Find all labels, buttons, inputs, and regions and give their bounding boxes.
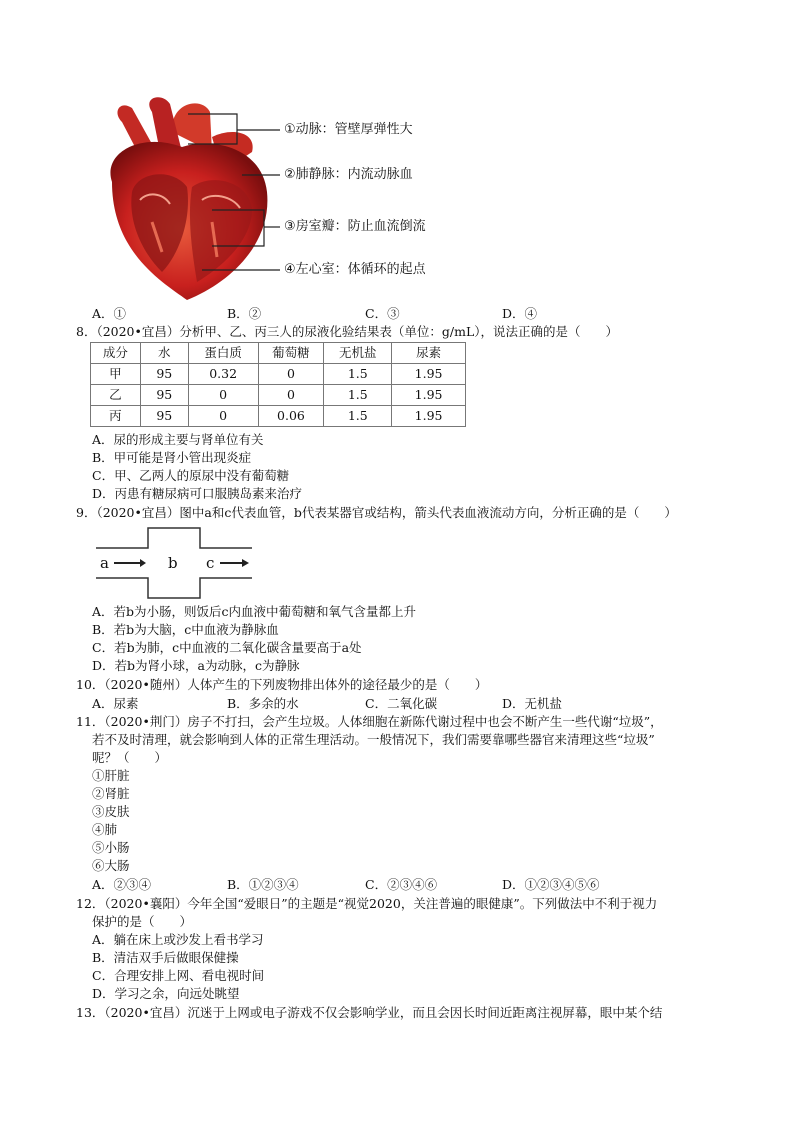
- label-a: a: [100, 554, 109, 572]
- q10-option-c[interactable]: C．二氧化碳: [365, 696, 438, 711]
- q11-option-b[interactable]: B．①②③④: [227, 877, 299, 892]
- table-cell: 甲: [91, 364, 141, 385]
- callout-valve: ③房室瓣：防止血流倒流: [284, 219, 426, 234]
- q12-option-c[interactable]: C．合理安排上网、看电视时间: [92, 968, 265, 983]
- callout-pulmonary-vein: ②肺静脉：内流动脉血: [284, 167, 413, 182]
- q8-option-a[interactable]: A．尿的形成主要与肾单位有关: [92, 432, 264, 447]
- table-cell: 1.95: [392, 385, 466, 406]
- q11-options: [92, 876, 600, 894]
- q13-stem: 13．（2020•宜昌）沉迷于上网或电子游戏不仅会影响学业，而且会因长时间近距离注视屏幕，眼中某个结: [76, 1005, 663, 1020]
- table-cell: 95: [140, 364, 188, 385]
- q11-stem-line-2: 若不及时清理，就会影响到人体的正常生理活动。一般情况下，我们需要靠哪些器官来清理这些“垃圾”: [92, 732, 655, 747]
- urine-table: [90, 342, 466, 427]
- label-b: b: [168, 554, 178, 572]
- q12-option-a[interactable]: A．躺在床上或沙发上看书学习: [92, 932, 264, 947]
- q7-option-d[interactable]: D．④: [502, 306, 538, 321]
- q11-item: ⑥大肠: [92, 858, 130, 873]
- callout-artery: ①动脉：管壁厚弹性大: [284, 122, 413, 137]
- q10-option-b[interactable]: B．多余的水: [227, 696, 299, 711]
- q8-option-c[interactable]: C．甲、乙两人的原尿中没有葡萄糖: [92, 468, 290, 483]
- table-header-cell: 葡萄糖: [258, 343, 324, 364]
- table-cell: 1.5: [324, 385, 392, 406]
- q9-option-d[interactable]: D．若b为肾小球，a为动脉，c为静脉: [92, 658, 300, 673]
- table-cell: 0.32: [188, 364, 258, 385]
- table-header-cell: 无机盐: [324, 343, 392, 364]
- table-cell: 丙: [91, 406, 141, 427]
- table-header-row: [91, 343, 466, 364]
- q11-option-a[interactable]: A．②③④: [92, 877, 152, 892]
- q11-item: ③皮肤: [92, 804, 130, 819]
- q7-options: [92, 305, 537, 323]
- table-header-cell: 成分: [91, 343, 141, 364]
- q11-item: ①肝脏: [92, 768, 130, 783]
- table-header-cell: 水: [140, 343, 188, 364]
- q10-option-a[interactable]: A．尿素: [92, 696, 139, 711]
- q12-stem-line-1: 12．（2020•襄阳）今年全国“爱眼日”的主题是“视觉2020，关注普遍的眼健康”。下列做法中不利于视力: [76, 896, 658, 911]
- q11-item: ②肾脏: [92, 786, 130, 801]
- label-c: c: [206, 554, 215, 572]
- table-cell: 0: [188, 385, 258, 406]
- q9-stem: 9．（2020•宜昌）图中a和c代表血管，b代表某器官或结构，箭头代表血液流动方向，分析正确的是（ ）: [76, 505, 677, 520]
- q7-option-c[interactable]: C．③: [365, 306, 400, 321]
- q8-option-d[interactable]: D．丙患有糖尿病可口服胰岛素来治疗: [92, 486, 303, 501]
- q7-option-b[interactable]: B．②: [227, 306, 262, 321]
- table-row: [91, 385, 466, 406]
- q12-stem-line-2: 保护的是（ ）: [92, 914, 193, 929]
- table-cell: 1.5: [324, 364, 392, 385]
- table-cell: 0.06: [258, 406, 324, 427]
- q9-option-a[interactable]: A．若b为小肠，则饭后c内血液中葡萄糖和氧气含量都上升: [92, 604, 417, 619]
- table-header-cell: 尿素: [392, 343, 466, 364]
- q11-item: ④肺: [92, 822, 118, 837]
- table-cell: 95: [140, 385, 188, 406]
- table-row: [91, 364, 466, 385]
- q10-options: [92, 695, 562, 713]
- q11-stem-line-1: 11．（2020•荆门）房子不打扫，会产生垃圾。人体细胞在新陈代谢过程中也会不断产生一些代谢“垃圾”，: [76, 714, 663, 729]
- table-cell: 95: [140, 406, 188, 427]
- callout-left-ventricle: ④左心室：体循环的起点: [284, 262, 426, 277]
- q12-option-d[interactable]: D．学习之余，向远处眺望: [92, 986, 240, 1001]
- table-cell: 乙: [91, 385, 141, 406]
- table-header-cell: 蛋白质: [188, 343, 258, 364]
- q10-option-d[interactable]: D．无机盐: [502, 696, 563, 711]
- table-cell: 1.95: [392, 406, 466, 427]
- heart-figure: [92, 92, 472, 304]
- table-cell: 0: [188, 406, 258, 427]
- q8-stem: 8．（2020•宜昌）分析甲、乙、丙三人的尿液化验结果表（单位：g/mL），说法正确的是（ ）: [76, 324, 619, 339]
- q11-stem-line-3: 呢？（ ）: [92, 750, 168, 765]
- q11-option-c[interactable]: C．②③④⑥: [365, 877, 438, 892]
- q12-option-b[interactable]: B．清洁双手后做眼保健操: [92, 950, 239, 965]
- table-cell: 1.5: [324, 406, 392, 427]
- q10-stem: 10．（2020•随州）人体产生的下列废物排出体外的途径最少的是（ ）: [76, 677, 488, 692]
- blood-flow-figure: [92, 526, 256, 600]
- q8-option-b[interactable]: B．甲可能是肾小管出现炎症: [92, 450, 252, 465]
- table-row: [91, 406, 466, 427]
- table-cell: 0: [258, 364, 324, 385]
- q9-option-b[interactable]: B．若b为大脑，c中血液为静脉血: [92, 622, 279, 637]
- table-cell: 1.95: [392, 364, 466, 385]
- q7-option-a[interactable]: A．①: [92, 306, 127, 321]
- q11-item: ⑤小肠: [92, 840, 130, 855]
- q11-option-d[interactable]: D．①②③④⑤⑥: [502, 877, 600, 892]
- q9-option-c[interactable]: C．若b为肺，c中血液的二氧化碳含量要高于a处: [92, 640, 362, 655]
- table-cell: 0: [258, 385, 324, 406]
